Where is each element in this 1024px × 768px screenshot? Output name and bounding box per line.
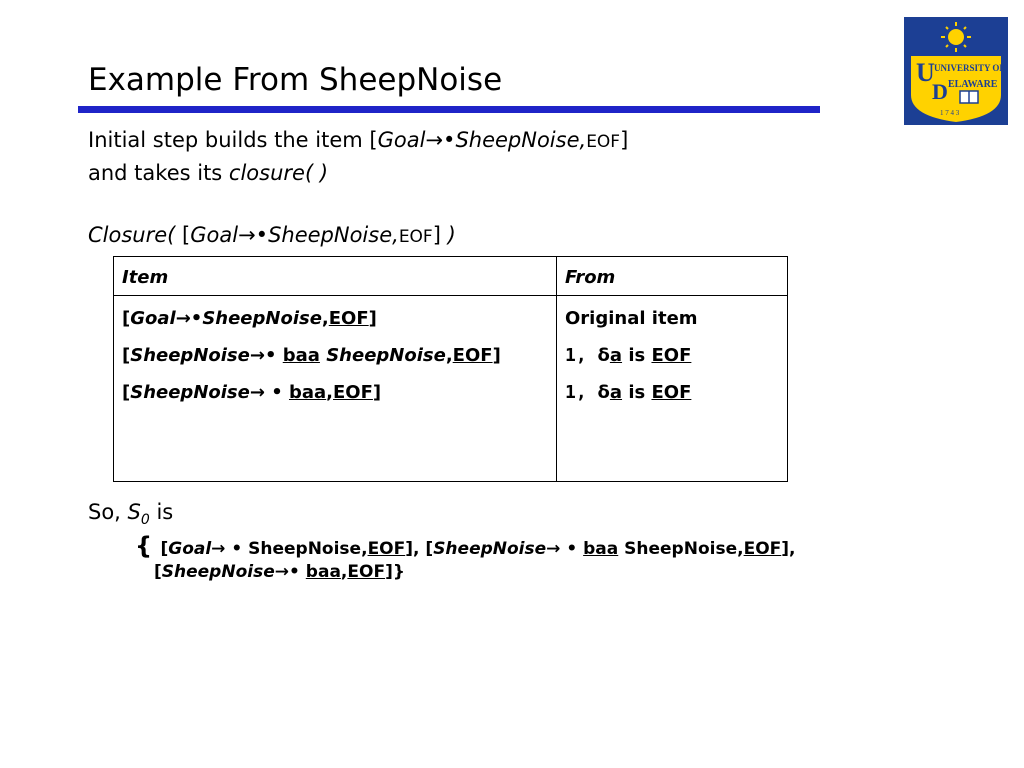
svg-text:ELAWARE: ELAWARE — [948, 79, 998, 90]
university-logo — [904, 17, 1008, 125]
table-body-row — [114, 296, 788, 482]
s0-set-line-2: [SheepNoise→• baa,EOF]} — [154, 562, 405, 582]
from-line-2: 1, δa is EOF — [565, 345, 692, 366]
from-line-3: 1, δa is EOF — [565, 382, 692, 403]
from-line-1: Original item — [565, 308, 698, 329]
s0-set-line-1: { [Goal→ • SheepNoise,EOF], [SheepNoise→ • baa SheepNoise,EOF], — [135, 532, 796, 560]
header-from: From — [557, 257, 788, 296]
svg-text:D: D — [932, 79, 948, 104]
initial-step-line: Initial step builds the item [Goal→•SheepNoise,EOF] — [88, 128, 629, 152]
svg-text:UNIVERSITY OF: UNIVERSITY OF — [934, 63, 1005, 73]
header-item: Item — [114, 257, 557, 296]
closure-intro-line: and takes its closure( ) — [88, 161, 329, 185]
svg-text:U: U — [916, 58, 935, 87]
title-rule — [78, 106, 820, 113]
item-line-2: [SheepNoise→• baa SheepNoise,EOF] — [122, 345, 501, 366]
item-cell — [114, 296, 557, 482]
closure-heading: Closure( [Goal→•SheepNoise,EOF] ) — [88, 223, 456, 247]
item-line-3: [SheepNoise→ • baa,EOF] — [122, 382, 382, 403]
closure-table — [113, 256, 788, 482]
svg-text:1 7 4 3: 1 7 4 3 — [940, 109, 960, 117]
table-header-row — [114, 257, 788, 296]
state-s0-line: So, $S_0$ is — [88, 500, 174, 529]
item-line-1: [Goal→•SheepNoise,EOF] — [122, 308, 377, 329]
shield-emblem-icon — [904, 17, 1008, 125]
slide-title: Example From SheepNoise — [88, 62, 503, 98]
from-cell — [557, 296, 788, 482]
